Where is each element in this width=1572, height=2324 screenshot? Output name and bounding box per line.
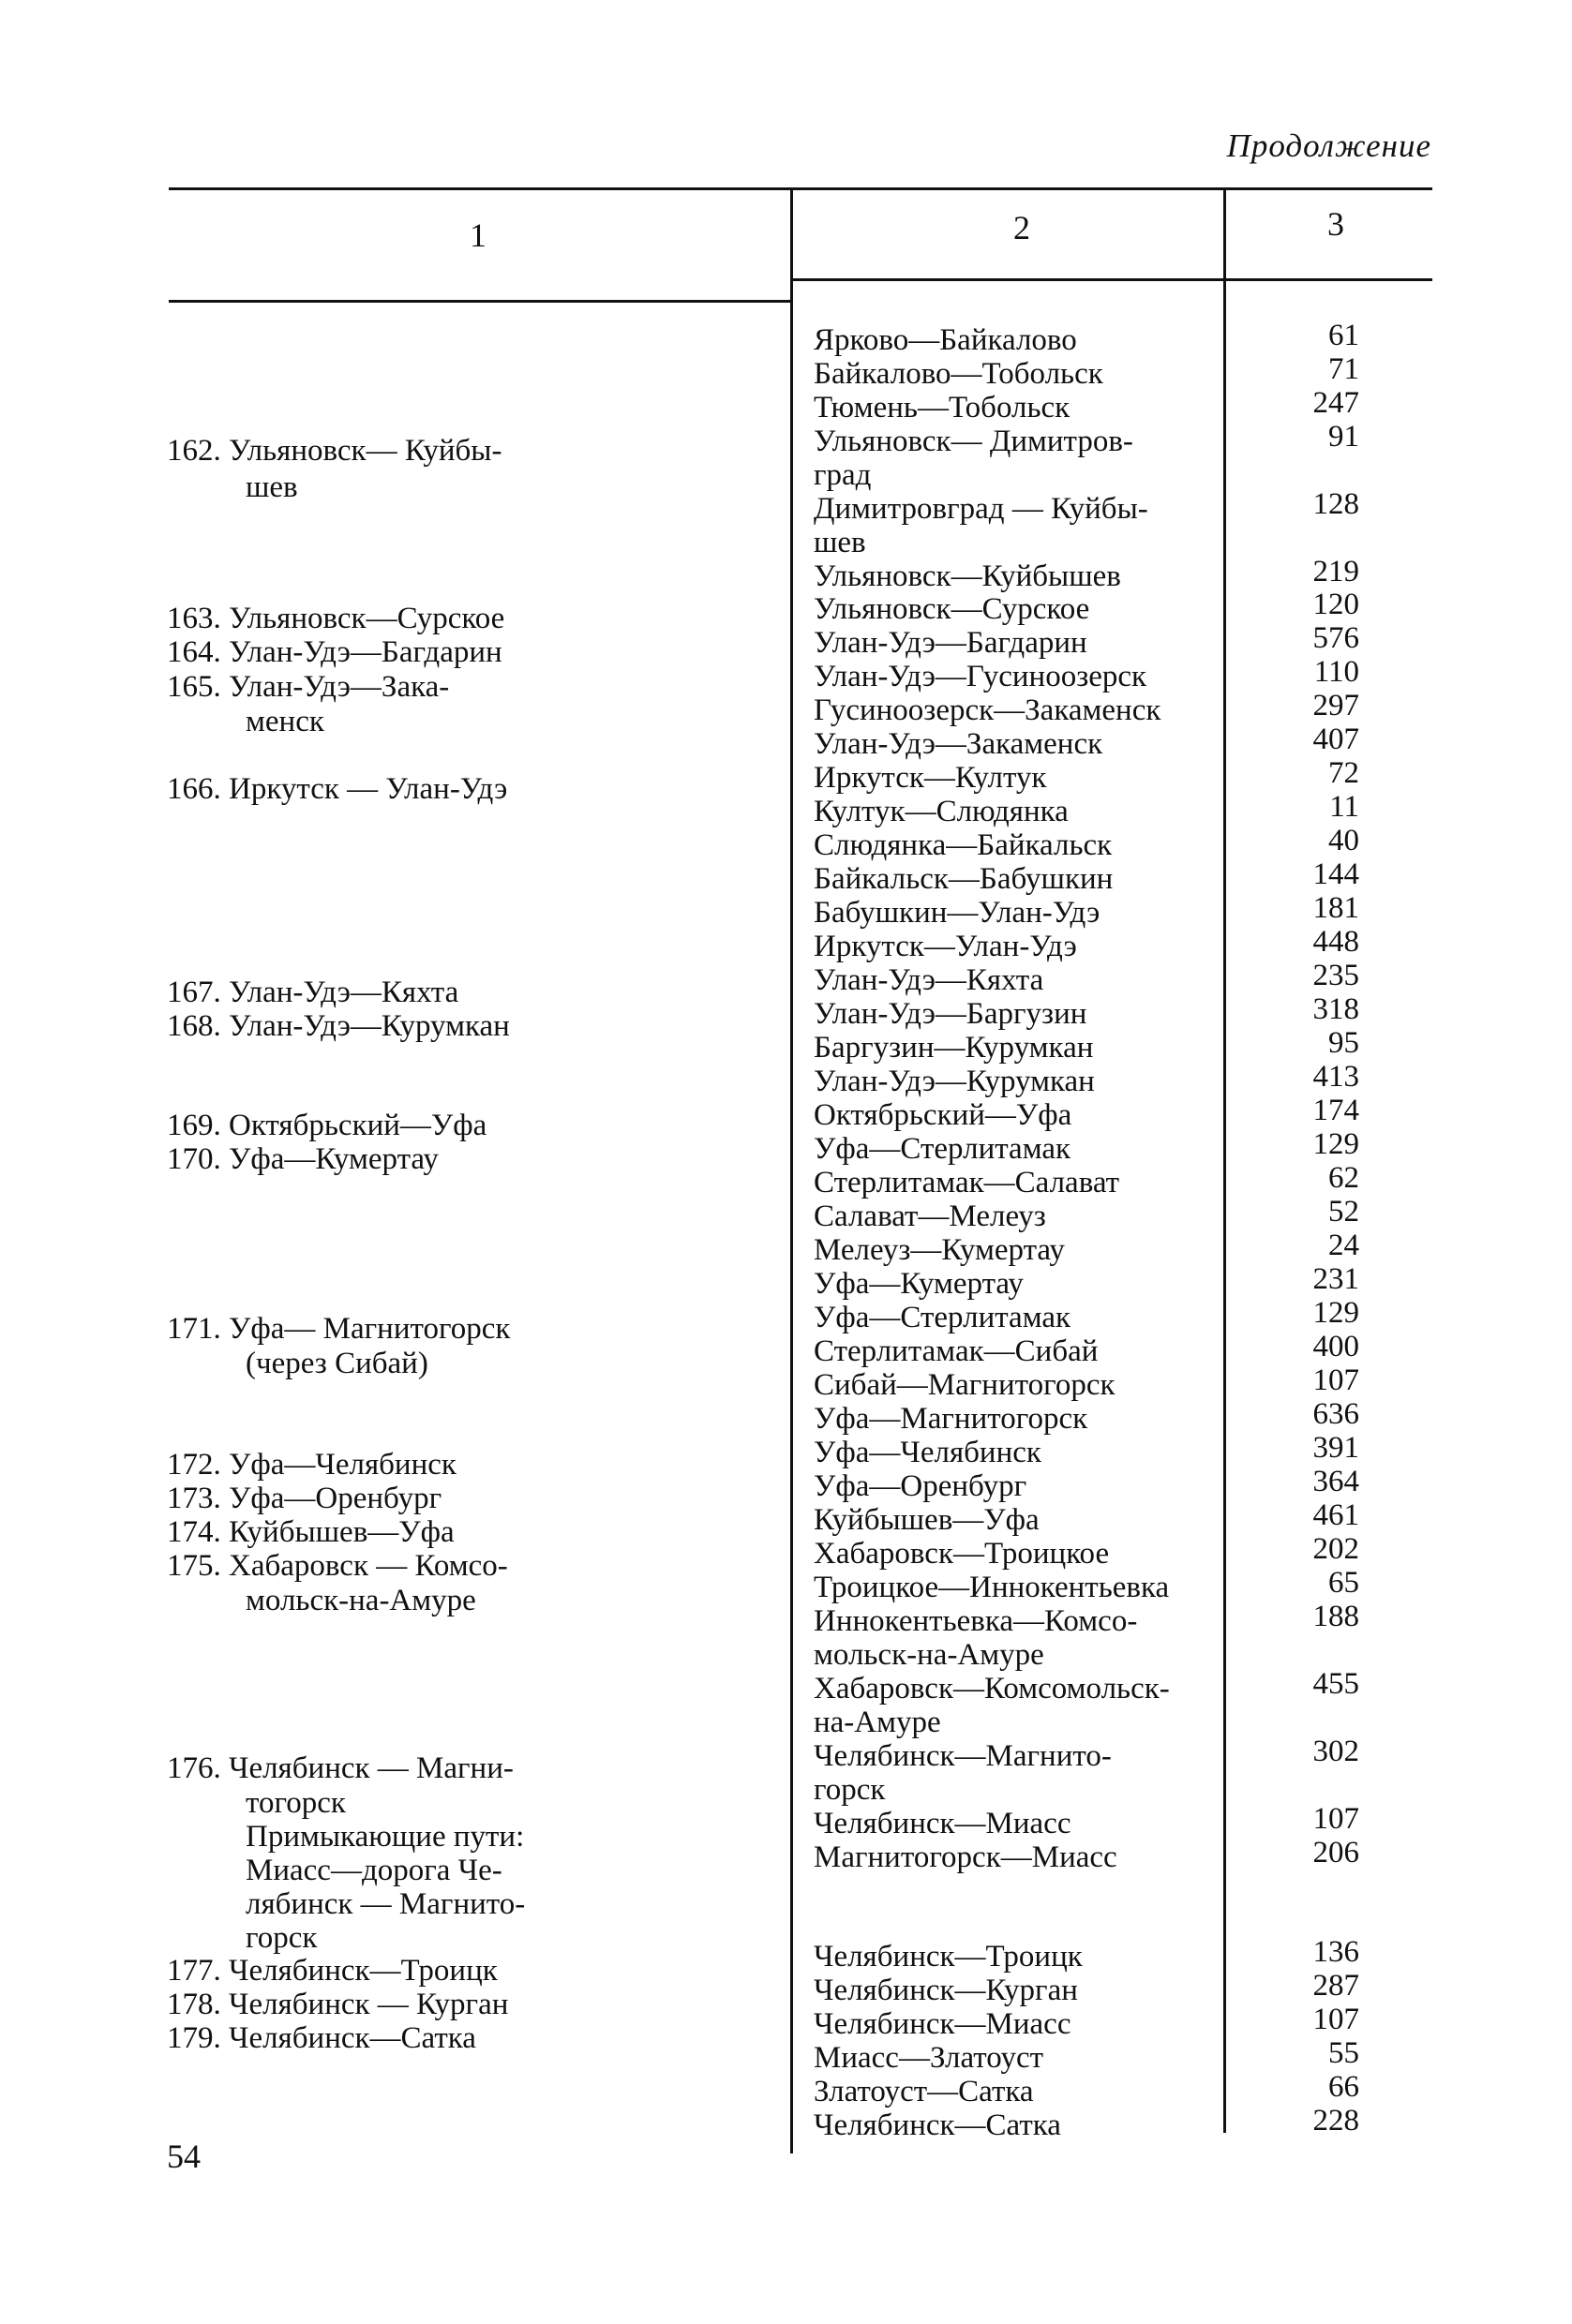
- distance-km: 391: [1312, 1431, 1359, 1465]
- distance-km: 40: [1328, 824, 1359, 857]
- distance-km: 448: [1312, 925, 1359, 959]
- segment: Байкальск—Бабушкин: [814, 862, 1114, 896]
- segment: Култук—Слюдянка: [814, 795, 1069, 828]
- column-divider-1-2: [790, 187, 793, 2153]
- distance-km: 120: [1312, 588, 1359, 621]
- segment: Златоуст—Сатка: [814, 2075, 1034, 2108]
- page-number: 54: [167, 2138, 201, 2175]
- distance-km: 413: [1312, 1060, 1359, 1094]
- distance-km: 107: [1312, 1363, 1359, 1397]
- segment: Стерлитамак—Сибай: [814, 1334, 1099, 1368]
- segment: Тюмень—Тобольск: [814, 391, 1070, 425]
- segment: Уфа—Оренбург: [814, 1469, 1027, 1503]
- distance-km: 219: [1312, 555, 1359, 588]
- route-169: 169. Октябрьский—Уфа: [167, 1109, 487, 1142]
- segment: Ульяновск—Сурское: [814, 592, 1090, 626]
- distance-km: 24: [1328, 1229, 1359, 1262]
- segment: Октябрьский—Уфа: [814, 1098, 1072, 1132]
- segment: Уфа—Кумертау: [814, 1267, 1024, 1301]
- header-bottom-rule-right: [790, 278, 1432, 281]
- segment: Челябинск—Троицк: [814, 1940, 1083, 1974]
- route-165-cont: менск: [246, 705, 324, 738]
- segment: на-Амуре: [814, 1706, 941, 1739]
- distance-km: 461: [1312, 1498, 1359, 1532]
- route-167: 167. Улан-Удэ—Кяхта: [167, 976, 459, 1009]
- segment: Улан-Удэ—Багдарин: [814, 626, 1087, 660]
- distance-km: 231: [1312, 1262, 1359, 1296]
- segment: Уфа—Стерлитамак: [814, 1132, 1071, 1166]
- segment: мольск-на-Амуре: [814, 1638, 1044, 1672]
- column-divider-2-3: [1223, 187, 1226, 2133]
- segment: Хабаровск—Троицкое: [814, 1537, 1110, 1571]
- segment: Стерлитамак—Салават: [814, 1166, 1120, 1199]
- distance-km: 107: [1312, 1802, 1359, 1836]
- segment: Хабаровск—Комсомольск-: [814, 1672, 1170, 1706]
- segment: Улан-Удэ—Закаменск: [814, 727, 1103, 761]
- segment: Гусиноозерск—Закаменск: [814, 693, 1161, 727]
- distance-km: 136: [1312, 1935, 1359, 1969]
- distance-km: 95: [1328, 1026, 1359, 1060]
- segment: Улан-Удэ—Кяхта: [814, 963, 1044, 997]
- distance-km: 66: [1328, 2070, 1359, 2104]
- segment: Бабушкин—Улан-Удэ: [814, 896, 1100, 930]
- segment: Троицкое—Иннокентьевка: [814, 1571, 1170, 1604]
- continuation-label: Продолжение: [1226, 127, 1431, 164]
- distance-km: 52: [1328, 1195, 1359, 1229]
- distance-km: 61: [1328, 319, 1359, 352]
- distance-km: 287: [1312, 1969, 1359, 2003]
- segment: Баргузин—Курумкан: [814, 1031, 1094, 1065]
- distance-km: 297: [1312, 689, 1359, 723]
- route-175-cont: мольск-на-Амуре: [246, 1584, 476, 1617]
- segment: Миасс—Златоуст: [814, 2041, 1044, 2075]
- segment: Челябинск—Магнито-: [814, 1739, 1112, 1773]
- distance-km: 110: [1313, 655, 1359, 689]
- distance-km: 455: [1312, 1667, 1359, 1701]
- distance-km: 55: [1328, 2036, 1359, 2070]
- segment: Улан-Удэ—Курумкан: [814, 1065, 1095, 1098]
- segment: Иркутск—Култук: [814, 761, 1047, 795]
- route-164: 164. Улан-Удэ—Багдарин: [167, 635, 502, 669]
- segment: Иркутск—Улан-Удэ: [814, 930, 1077, 963]
- segment: горск: [814, 1773, 886, 1807]
- route-176-note-4: горск: [246, 1921, 318, 1955]
- route-176-note-2: Миасс—дорога Че-: [246, 1854, 502, 1887]
- route-173: 173. Уфа—Оренбург: [167, 1482, 442, 1515]
- distance-km: 247: [1312, 386, 1359, 420]
- route-178: 178. Челябинск — Курган: [167, 1988, 509, 2021]
- distance-km: 636: [1312, 1397, 1359, 1431]
- segment: Уфа—Стерлитамак: [814, 1301, 1071, 1334]
- distance-km: 181: [1312, 891, 1359, 925]
- route-171-cont: (через Сибай): [246, 1347, 428, 1380]
- route-170: 170. Уфа—Кумертау: [167, 1142, 439, 1176]
- distance-km: 72: [1328, 756, 1359, 790]
- segment: Уфа—Магнитогорск: [814, 1402, 1088, 1436]
- distance-km: 107: [1312, 2003, 1359, 2036]
- route-176-note: Примыкающие пути:: [246, 1820, 525, 1854]
- segment: Челябинск—Курган: [814, 1974, 1078, 2007]
- distance-km: 576: [1312, 621, 1359, 655]
- segment: Ярково—Байкалово: [814, 323, 1077, 357]
- segment: Салават—Мелеуз: [814, 1199, 1046, 1233]
- distance-km: 400: [1312, 1330, 1359, 1363]
- distance-km: 129: [1312, 1127, 1359, 1161]
- distance-km: 129: [1312, 1296, 1359, 1330]
- segment: Ульяновск—Куйбышев: [814, 559, 1121, 593]
- distance-km: 407: [1312, 723, 1359, 756]
- column-header-1: 1: [470, 216, 487, 254]
- segment: Мелеуз—Кумертау: [814, 1233, 1065, 1267]
- route-162: 162. Ульяновск— Куйбы-: [167, 434, 502, 468]
- segment: Улан-Удэ—Баргузин: [814, 997, 1087, 1031]
- distance-km: 302: [1312, 1735, 1359, 1768]
- route-172: 172. Уфа—Челябинск: [167, 1448, 457, 1482]
- route-163: 163. Ульяновск—Сурское: [167, 602, 505, 635]
- segment: Улан-Удэ—Гусиноозерск: [814, 660, 1147, 693]
- segment: Димитровград — Куйбы-: [814, 492, 1148, 526]
- route-176-cont: тогорск: [246, 1786, 346, 1820]
- route-166: 166. Иркутск — Улан-Удэ: [167, 772, 508, 806]
- column-header-3: 3: [1327, 205, 1344, 243]
- segment: шев: [814, 526, 866, 559]
- route-171: 171. Уфа— Магнитогорск: [167, 1312, 511, 1346]
- segment: Сибай—Магнитогорск: [814, 1368, 1115, 1402]
- table-top-rule: [169, 187, 1432, 190]
- route-176-note-3: лябинск — Магнито-: [246, 1887, 526, 1921]
- distance-km: 174: [1312, 1094, 1359, 1127]
- distance-km: 206: [1312, 1836, 1359, 1870]
- route-165: 165. Улан-Удэ—Зака-: [167, 670, 450, 704]
- route-174: 174. Куйбышев—Уфа: [167, 1515, 455, 1549]
- segment: Челябинск—Миасс: [814, 1807, 1071, 1840]
- distance-km: 364: [1312, 1465, 1359, 1498]
- distance-km: 91: [1328, 420, 1359, 454]
- segment: Куйбышев—Уфа: [814, 1503, 1040, 1537]
- route-168: 168. Улан-Удэ—Курумкан: [167, 1009, 510, 1043]
- header-bottom-rule-left: [169, 300, 792, 303]
- distance-km: 228: [1312, 2104, 1359, 2138]
- segment: Байкалово—Тобольск: [814, 357, 1103, 391]
- distance-km: 11: [1329, 790, 1359, 824]
- route-177: 177. Челябинск—Троицк: [167, 1954, 498, 1988]
- distance-km: 65: [1328, 1566, 1359, 1600]
- distance-km: 128: [1312, 487, 1359, 521]
- segment: Слюдянка—Байкальск: [814, 828, 1113, 862]
- segment: Магнитогорск—Миасс: [814, 1840, 1117, 1874]
- segment: Ульяновск— Димитров-: [814, 425, 1133, 458]
- route-175: 175. Хабаровск — Комсо-: [167, 1549, 508, 1583]
- segment: Иннокентьевка—Комсо-: [814, 1604, 1138, 1638]
- distance-km: 144: [1312, 857, 1359, 891]
- distance-km: 71: [1328, 352, 1359, 386]
- column-header-2: 2: [1013, 209, 1030, 246]
- segment: Челябинск—Миасс: [814, 2007, 1071, 2041]
- route-176: 176. Челябинск — Магни-: [167, 1751, 514, 1785]
- distance-km: 235: [1312, 959, 1359, 992]
- segment: град: [814, 458, 872, 492]
- segment: Челябинск—Сатка: [814, 2108, 1061, 2142]
- distance-km: 62: [1328, 1161, 1359, 1195]
- segment: Уфа—Челябинск: [814, 1436, 1041, 1469]
- route-162-cont: шев: [246, 470, 298, 504]
- distance-km: 318: [1312, 992, 1359, 1026]
- route-179: 179. Челябинск—Сатка: [167, 2021, 476, 2055]
- distance-km: 188: [1312, 1600, 1359, 1633]
- distance-km: 202: [1312, 1532, 1359, 1566]
